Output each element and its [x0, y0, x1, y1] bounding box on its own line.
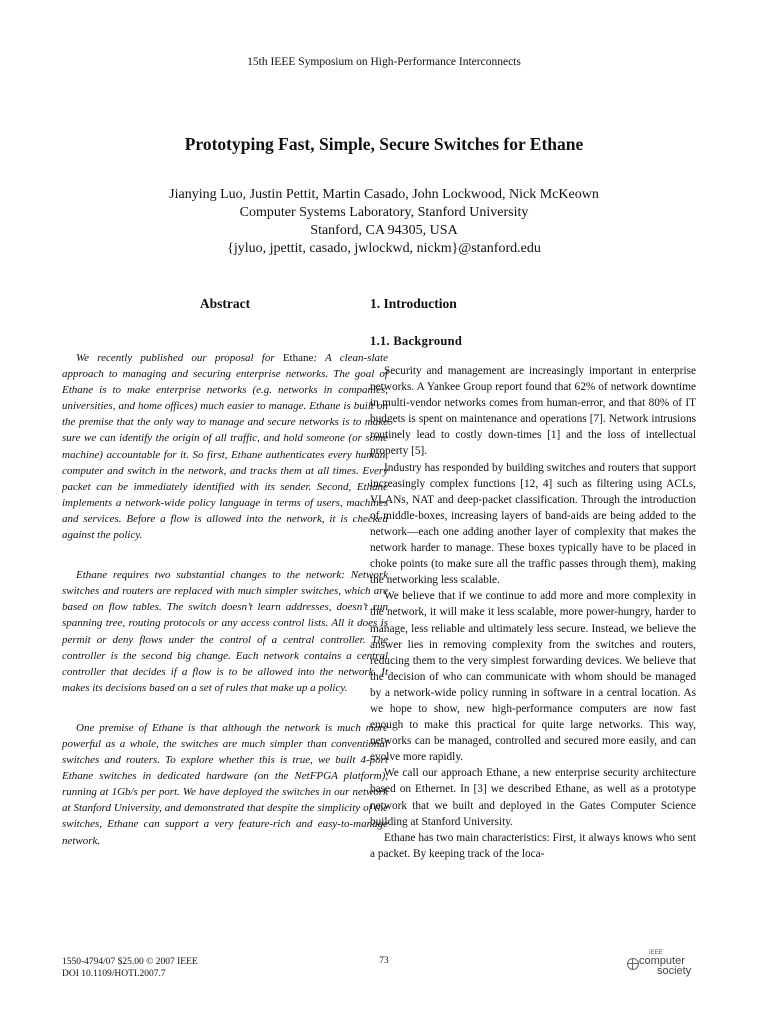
- left-column: [62, 296, 388, 849]
- intro-paragraph-3: We believe that if we continue to add more and more complexity in the network, it will make it less scalable, more power-hungry, harder to manage, less reliable and ultimately less secure. Instead, we believe the answer lies in removing complexity from the switches and routers, reducing them to the very simplest forwarding devices. We believe that the decision of who can communicate with whom should be managed by a network-wide policy running in software in a central location. As we hope to show, new high-performance computers are now fast enough to make this practical for quite large networks. This way, networks can be managed, controlled and secured more easily, and can evolve more rapidly.: [370, 590, 696, 764]
- intro-paragraph-5: Ethane has two main characteristics: First, it always knows who sent a packet. By keeping track of the loca-: [370, 831, 696, 860]
- author-block: [0, 186, 768, 258]
- abstract-ethane-term: Ethane: [282, 352, 314, 364]
- page-number: 73: [379, 956, 389, 966]
- venue-header: 15th IEEE Symposium on High-Performance Interconnects: [247, 56, 521, 68]
- abstract-paragraph-2: Ethane requires two substantial changes to the network: Network switches and routers are replaced with much simpler switches, which are based on flow tables. The switch doesn’t learn addresses, doesn’t run spanning tree, routing protocols or any access control lists. All it does is permit or deny flows under the control of a central controller. The controller is the second big change. Each network contains a central controller that decides if a flow is to be allowed into the network. It makes its decisions based on a set of rules that make up a policy.: [62, 569, 388, 694]
- abstract-p1-post: : A clean-slate approach to managing and securing enterprise networks. The goal of Ethane is to make enterprise networks (e.g. networks in companies, universities, and home offices) much easier to manage. Ethane is built on the premise that the only way to manage and secure networks is to make sure we can identify the origin of all traffic, and hold someone (or some machine) accountable for it. So first, Ethane authenticates every human, computer and switch in the network, and tracks them at all times. Every packet can be immediately identified with its sender. Second, Ethane implements a network-wide policy language in terms of users, machines and services. Before a flow is allowed into the network, it is checked against the policy.: [62, 352, 388, 542]
- intro-paragraph-4: We call our approach Ethane, a new enterprise security architecture based on Ethernet. In [3] we described Ethane, as well as a prototype network that we built and deployed in the Gates Computer Science building at Stanford University.: [370, 767, 696, 828]
- background-subheading: 1.1. Background: [370, 334, 463, 348]
- abstract-heading: Abstract: [199, 296, 251, 311]
- footer-doi: DOI 10.1109/HOTI.2007.7: [62, 969, 166, 979]
- abstract-p1-pre: We recently published our proposal for: [76, 352, 283, 364]
- paper-title: Prototyping Fast, Simple, Secure Switches for Ethane: [184, 134, 584, 154]
- author-emails: {jyluo, jpettit, casado, jwlockwd, nickm}@stanford.edu: [227, 241, 541, 256]
- author-affiliation: Computer Systems Laboratory, Stanford University: [239, 205, 529, 220]
- author-names: Jianying Luo, Justin Pettit, Martin Casado, John Lockwood, Nick McKeown: [169, 187, 599, 202]
- abstract-paragraph-3: One premise of Ethane is that although the network is much more powerful as a whole, the switches are much simpler than conventional switches and routers. To explore whether this is true, we built 4-port Ethane switches in dedicated hardware (on the NetFPGA platform), running at 1Gb/s per port. We have deployed the switches in our network at Stanford University, and demonstrated that despite the simplicity of the switches, Ethane can support a very feature-rich and easy-to-manage network.: [62, 721, 388, 847]
- author-address: Stanford, CA 94305, USA: [310, 223, 458, 238]
- footer-issn: 1550-4794/07 $25.00 © 2007 IEEE: [62, 957, 198, 967]
- right-column: [370, 296, 696, 862]
- abstract-paragraph-1: [62, 350, 388, 543]
- intro-paragraph-2: Industry has responded by building switches and routers that support increasingly complex functions [12, 4] such as filtering using ACLs, VLANs, NAT and deep-packet classification. Through the introduction of middle-boxes, increasing layers of band-aids are being added to the network—each one adding another layer of complexity that makes the network harder to manage. These boxes typically have to be placed in choke points (to make sure all the traffic passes through them), making the networking less scalable.: [370, 461, 696, 587]
- intro-paragraph-1: Security and management are increasingly important in enterprise networks. A Yankee Group report found that 62% of network downtime in multi-vendor networks comes from human-error, and that 80% of IT budgets is spent on maintenance and operations [7]. Network intrusions routinely lead to costly down-times [1] and the loss of intellectual property [5].: [370, 365, 696, 458]
- logo-ieee-text: IEEE: [649, 950, 663, 956]
- ieee-computer-society-logo: [627, 950, 707, 980]
- introduction-heading: 1. Introduction: [370, 296, 457, 311]
- logo-computer-text: computer: [639, 955, 685, 967]
- globe-icon: [627, 958, 639, 970]
- logo-society-text: society: [657, 965, 692, 977]
